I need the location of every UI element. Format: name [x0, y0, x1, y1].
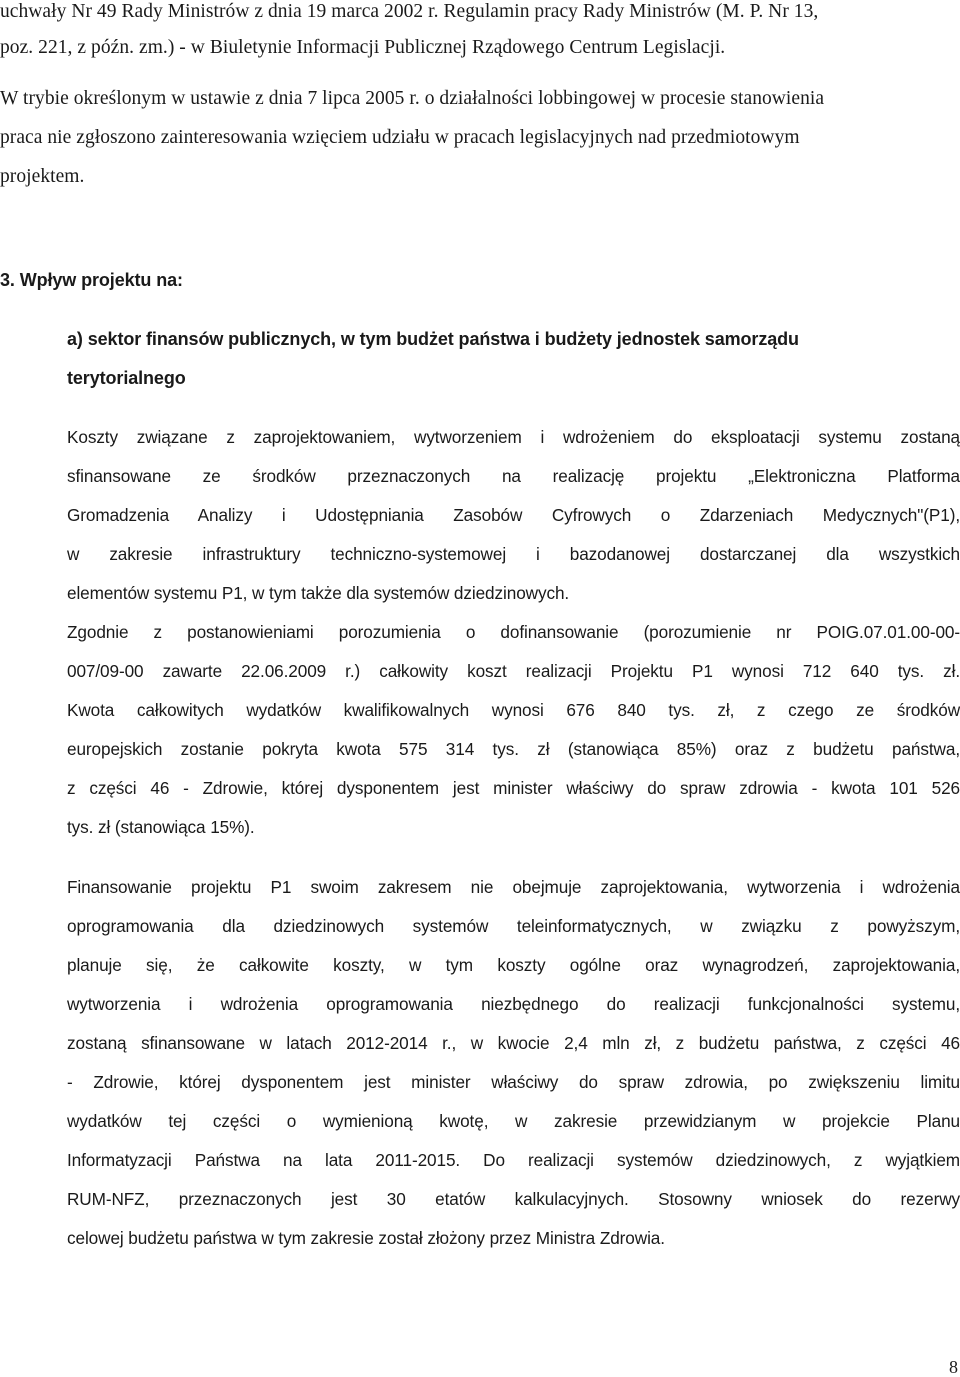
paragraph1-line-4: w zakresie infrastruktury techniczno-systemowej i bazodanowej dostarczanej dla wszystkich [67, 546, 960, 564]
intro-line-1: uchwały Nr 49 Rady Ministrów z dnia 19 marca 2002 r. Regulamin pracy Rady Ministrów (M. P. Nr 13, [0, 1, 819, 22]
paragraph3-line-6: - Zdrowie, której dysponentem jest minister właściwy do spraw zdrowia, po zwiększeniu limitu [67, 1074, 960, 1092]
paragraph1-line-3: Gromadzenia Analizy i Udostępniania Zasobów Cyfrowych o Zdarzeniach Medycznych"(P1), [67, 507, 960, 525]
paragraph1-line-5: elementów systemu P1, w tym także dla systemów dziedzinowych. [67, 583, 570, 603]
paragraph3-line-4: wytworzenia i wdrożenia oprogramowania niezbędnego do realizacji funkcjonalności systemu, [67, 996, 960, 1014]
section-heading: 3. Wpływ projektu na: [0, 270, 183, 290]
paragraph2-line-4: europejskich zostanie pokryta kwota 575 314 tys. zł (stanowiąca 85%) oraz z budżetu państwa, [67, 741, 960, 759]
intro-line-5: projektem. [0, 166, 85, 187]
intro-line-3: W trybie określonym w ustawie z dnia 7 lipca 2005 r. o działalności lobbingowej w procesie stanowienia [0, 88, 825, 109]
paragraph3-line-8: Informatyzacji Państwa na lata 2011-2015. Do realizacji systemów dziedzinowych, z wyjątkiem [67, 1152, 960, 1170]
paragraph3-line-5: zostaną sfinansowane w latach 2012-2014 r., w kwocie 2,4 mln zł, z budżetu państwa, z części 46 [67, 1035, 960, 1053]
paragraph3-line-7: wydatków tej części o wymienioną kwotę, w zakresie przewidzianym w projekcie Planu [67, 1113, 960, 1131]
paragraph2-line-5: z części 46 - Zdrowie, której dysponentem jest minister właściwy do spraw zdrowia - kwota 101 526 [67, 780, 960, 798]
paragraph1-line-2: sfinansowane ze środków przeznaczonych na realizację projektu „Elektroniczna Platforma [67, 468, 960, 486]
paragraph2-line-3: Kwota całkowitych wydatków kwalifikowalnych wynosi 676 840 tys. zł, z czego ze środków [67, 702, 960, 720]
paragraph3-line-9: RUM-NFZ, przeznaczonych jest 30 etatów kalkulacyjnych. Stosowny wniosek do rezerwy [67, 1191, 960, 1209]
paragraph2-line-2: 007/09-00 zawarte 22.06.2009 r.) całkowity koszt realizacji Projektu P1 wynosi 712 640 tys. zł. [67, 663, 960, 681]
paragraph3-line-2: oprogramowania dla dziedzinowych systemów teleinformatycznych, w związku z powyższym, [67, 918, 960, 936]
paragraph2-line-1: Zgodnie z postanowieniami porozumienia o dofinansowanie (porozumienie nr POIG.07.01.00-00- [67, 624, 960, 642]
paragraph3-line-1: Finansowanie projektu P1 swoim zakresem nie obejmuje zaprojektowania, wytworzenia i wdrożenia [67, 879, 960, 897]
paragraph1-line-1: Koszty związane z zaprojektowaniem, wytworzeniem i wdrożeniem do eksploatacji systemu zostaną [67, 429, 960, 447]
intro-line-4: praca nie zgłoszono zainteresowania wzięciem udziału w pracach legislacyjnych nad przedmiotowym [0, 127, 800, 148]
paragraph2-line-6: tys. zł (stanowiąca 15%). [67, 817, 255, 837]
intro-line-2: poz. 221, z późn. zm.) - w Biuletynie Informacji Publicznej Rządowego Centrum Legislacji. [0, 37, 726, 58]
paragraph3-line-3: planuje się, że całkowite koszty, w tym koszty ogólne oraz wynagrodzeń, zaprojektowania, [67, 957, 960, 975]
page-number: 8 [949, 1357, 958, 1377]
paragraph3-line-10: celowej budżetu państwa w tym zakresie został złożony przez Ministra Zdrowia. [67, 1228, 665, 1248]
subheading-line-2: terytorialnego [67, 368, 186, 388]
subheading-line-1: a) sektor finansów publicznych, w tym budżet państwa i budżety jednostek samorządu [67, 329, 799, 349]
